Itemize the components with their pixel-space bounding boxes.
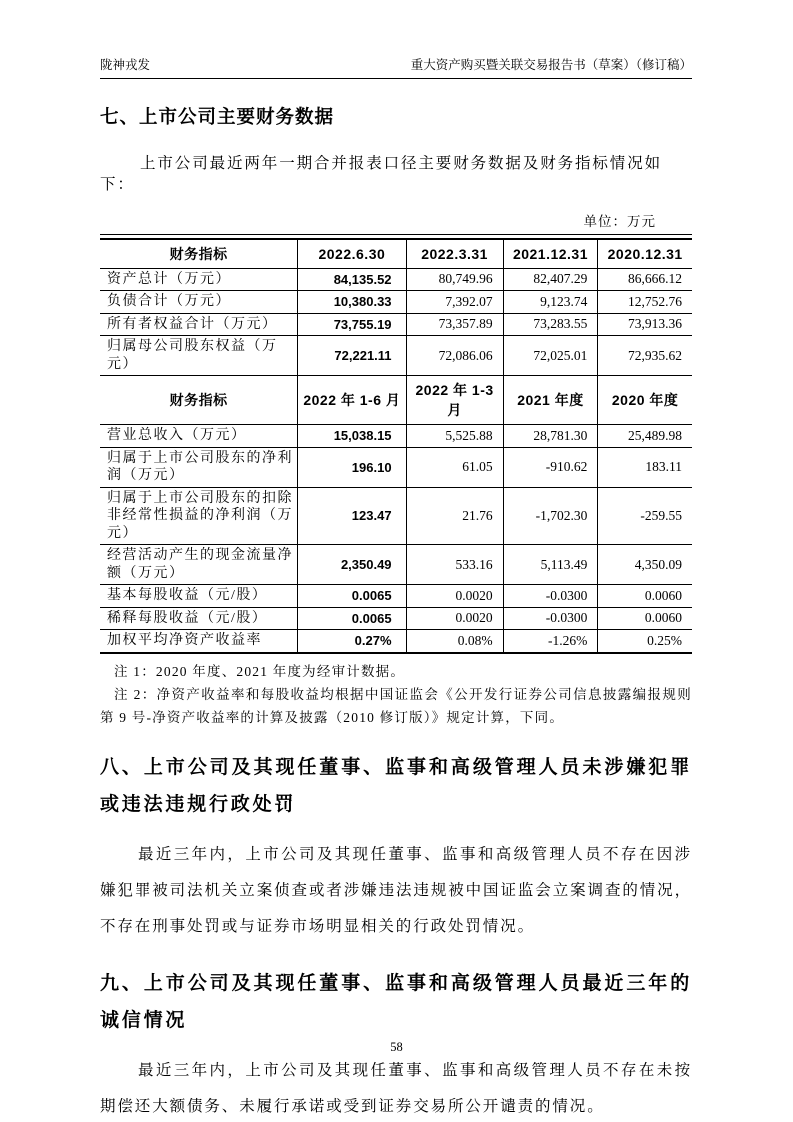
table-row: [100, 487, 692, 545]
financial-table-body: [100, 239, 692, 653]
column-header: 2022.6.30: [298, 239, 406, 269]
cell-value: 73,357.89: [406, 313, 503, 336]
column-header: 2022 年 1-3 月: [406, 376, 503, 425]
column-header: 2021 年度: [503, 376, 598, 425]
section7-title: 七、上市公司主要财务数据: [100, 106, 335, 127]
table-row: [100, 447, 692, 487]
cell-value: 4,350.09: [598, 545, 692, 585]
financial-table: [100, 238, 692, 654]
cell-value: 25,489.98: [598, 425, 692, 448]
row-label: 归属于上市公司股东的净利润（万元）: [100, 447, 298, 487]
column-header: 2020.12.31: [598, 239, 692, 269]
cell-value: 15,038.15: [298, 425, 406, 448]
cell-value: 10,380.33: [298, 291, 406, 314]
page-header: [100, 55, 692, 79]
row-label: 基本每股收益（元/股）: [100, 585, 298, 608]
header-report-title: 重大资产购买暨关联交易报告书（草案）（修订稿）: [410, 58, 692, 72]
cell-value: 61.05: [406, 447, 503, 487]
row-label: 负债合计（万元）: [100, 291, 298, 314]
table-row: [100, 313, 692, 336]
cell-value: 84,135.52: [298, 268, 406, 291]
header-company-name: 陇神戎发: [100, 58, 151, 72]
cell-value: 5,525.88: [406, 425, 503, 448]
cell-value: 0.25%: [598, 630, 692, 653]
column-header: 财务指标: [100, 239, 298, 269]
cell-value: 72,025.01: [503, 336, 598, 376]
cell-value: 123.47: [298, 487, 406, 545]
cell-value: 80,749.96: [406, 268, 503, 291]
cell-value: 0.0060: [598, 585, 692, 608]
row-label: 资产总计（万元）: [100, 268, 298, 291]
table-row: [100, 545, 692, 585]
cell-value: 28,781.30: [503, 425, 598, 448]
column-header: 2022.3.31: [406, 239, 503, 269]
table-unit-label: 单位：万元: [583, 214, 656, 229]
cell-value: 2,350.49: [298, 545, 406, 585]
cell-value: 0.27%: [298, 630, 406, 653]
column-header: 2020 年度: [598, 376, 692, 425]
cell-value: 0.08%: [406, 630, 503, 653]
cell-value: -259.55: [598, 487, 692, 545]
section8-title: 八、上市公司及其现任董事、监事和高级管理人员未涉嫌犯罪或违法违规行政处罚: [100, 756, 692, 815]
table-row: [100, 268, 692, 291]
page-number: 58: [390, 1040, 403, 1054]
table-row: [100, 607, 692, 630]
section7-intro-paragraph: 上市公司最近两年一期合并报表口径主要财务数据及财务指标情况如下：: [100, 155, 663, 193]
cell-value: -0.0300: [503, 607, 598, 630]
column-header: 2021.12.31: [503, 239, 598, 269]
row-label: 加权平均净资产收益率: [100, 630, 298, 653]
cell-value: 5,113.49: [503, 545, 598, 585]
cell-value: 533.16: [406, 545, 503, 585]
section9-paragraph: 最近三年内，上市公司及其现任董事、监事和高级管理人员不存在未按期偿还大额债务、未履行承诺或受到证券交易所公开谴责的情况。: [100, 1061, 692, 1115]
cell-value: 0.0065: [298, 607, 406, 630]
cell-value: 73,913.36: [598, 313, 692, 336]
note-2: 注 2：净资产收益率和每股收益均根据中国证监会《公开发行证券公司信息披露编报规则第 9 号-净资产收益率的计算及披露（2010 修订版）》规定计算，下同。: [100, 686, 692, 725]
row-label: 归属于上市公司股东的扣除非经常性损益的净利润（万元）: [100, 487, 298, 545]
financial-table-wrapper: [100, 234, 692, 654]
cell-value: -0.0300: [503, 585, 598, 608]
cell-value: 86,666.12: [598, 268, 692, 291]
cell-value: 72,086.06: [406, 336, 503, 376]
column-header: 财务指标: [100, 376, 298, 425]
row-label: 营业总收入（万元）: [100, 425, 298, 448]
section8-paragraph: 最近三年内，上市公司及其现任董事、监事和高级管理人员不存在因涉嫌犯罪被司法机关立案侦查或者涉嫌违法违规被中国证监会立案调查的情况，不存在刑事处罚或与证券市场明显相关的行政处罚情况。: [100, 845, 692, 935]
table-row: [100, 630, 692, 653]
cell-value: 12,752.76: [598, 291, 692, 314]
table-row: [100, 425, 692, 448]
cell-value: 82,407.29: [503, 268, 598, 291]
cell-value: 0.0065: [298, 585, 406, 608]
cell-value: 72,935.62: [598, 336, 692, 376]
cell-value: 7,392.07: [406, 291, 503, 314]
cell-value: -1.26%: [503, 630, 598, 653]
row-label: 所有者权益合计（万元）: [100, 313, 298, 336]
table-notes: [100, 660, 692, 729]
cell-value: 21.76: [406, 487, 503, 545]
row-label: 稀释每股收益（元/股）: [100, 607, 298, 630]
table-header-row: [100, 376, 692, 425]
table-row: [100, 585, 692, 608]
cell-value: 0.0060: [598, 607, 692, 630]
section9-title: 九、上市公司及其现任董事、监事和高级管理人员最近三年的诚信情况: [100, 972, 692, 1031]
cell-value: -910.62: [503, 447, 598, 487]
table-header-row: [100, 239, 692, 269]
cell-value: 73,283.55: [503, 313, 598, 336]
cell-value: 72,221.11: [298, 336, 406, 376]
note-1: 注 1：2020 年度、2021 年度为经审计数据。: [114, 663, 406, 679]
cell-value: -1,702.30: [503, 487, 598, 545]
row-label: 经营活动产生的现金流量净额（万元）: [100, 545, 298, 585]
cell-value: 0.0020: [406, 585, 503, 608]
table-row: [100, 336, 692, 376]
column-header: 2022 年 1-6 月: [298, 376, 406, 425]
cell-value: 183.11: [598, 447, 692, 487]
table-row: [100, 291, 692, 314]
cell-value: 73,755.19: [298, 313, 406, 336]
cell-value: 9,123.74: [503, 291, 598, 314]
cell-value: 0.0020: [406, 607, 503, 630]
cell-value: 196.10: [298, 447, 406, 487]
row-label: 归属母公司股东权益（万元）: [100, 336, 298, 376]
